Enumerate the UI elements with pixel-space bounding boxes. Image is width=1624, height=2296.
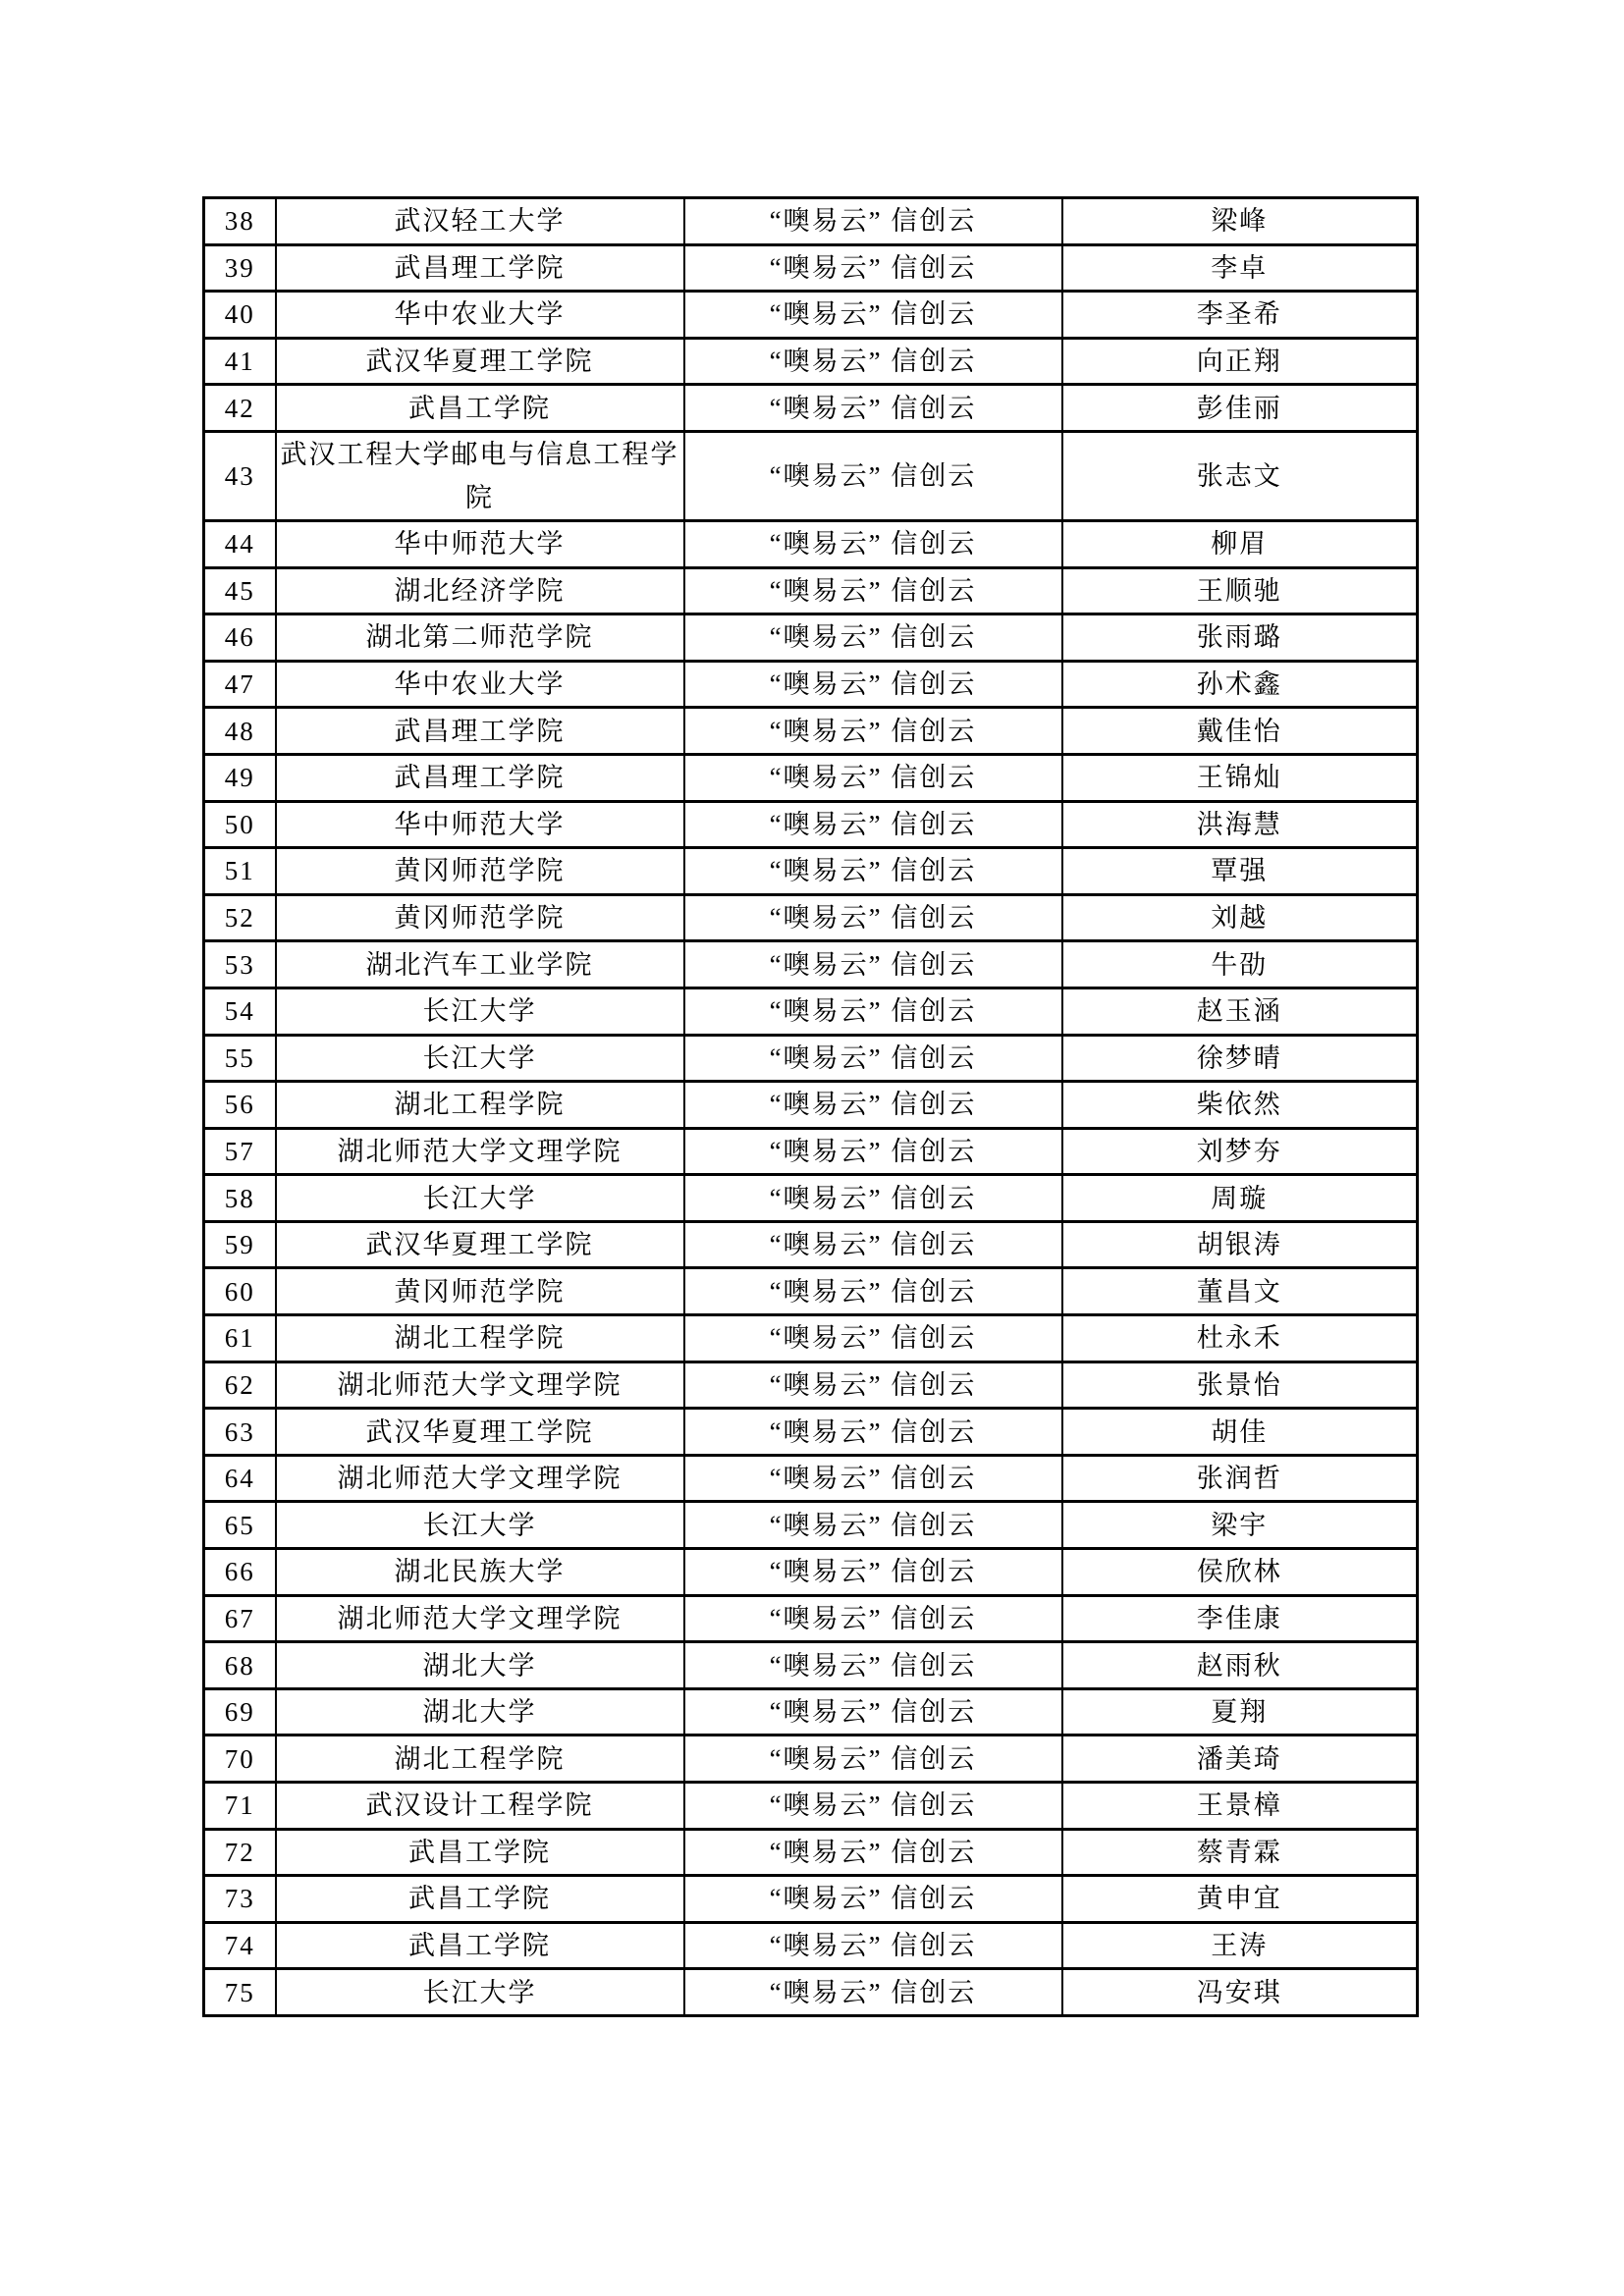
cell-school: 武汉工程大学邮电与信息工程学院 — [276, 431, 684, 520]
cell-number: 66 — [204, 1549, 276, 1596]
cell-platform: “噢易云” 信创云 — [684, 1502, 1062, 1549]
cell-name: 胡佳 — [1062, 1409, 1418, 1456]
cell-platform: “噢易云” 信创云 — [684, 1969, 1062, 2016]
cell-platform: “噢易云” 信创云 — [684, 1876, 1062, 1923]
cell-school: 武昌理工学院 — [276, 708, 684, 755]
cell-name: 王涛 — [1062, 1922, 1418, 1969]
cell-school: 武昌理工学院 — [276, 754, 684, 801]
cell-number: 40 — [204, 292, 276, 339]
cell-school: 湖北工程学院 — [276, 1735, 684, 1783]
cell-name: 赵玉涵 — [1062, 988, 1418, 1035]
cell-number: 59 — [204, 1221, 276, 1268]
cell-number: 55 — [204, 1035, 276, 1082]
cell-name: 王顺驰 — [1062, 567, 1418, 614]
cell-number: 61 — [204, 1315, 276, 1362]
table-row — [204, 1829, 1418, 1876]
table-row — [204, 1642, 1418, 1689]
cell-name: 王景樟 — [1062, 1783, 1418, 1830]
cell-number: 47 — [204, 661, 276, 708]
cell-platform: “噢易云” 信创云 — [684, 801, 1062, 848]
cell-number: 74 — [204, 1922, 276, 1969]
table-row — [204, 1595, 1418, 1642]
cell-name: 向正翔 — [1062, 338, 1418, 385]
table-row — [204, 614, 1418, 662]
cell-school: 湖北师范大学文理学院 — [276, 1128, 684, 1175]
cell-platform: “噢易云” 信创云 — [684, 1549, 1062, 1596]
cell-school: 武昌理工学院 — [276, 244, 684, 292]
cell-platform: “噢易云” 信创云 — [684, 1595, 1062, 1642]
cell-school: 湖北大学 — [276, 1688, 684, 1735]
cell-name: 张志文 — [1062, 431, 1418, 520]
cell-name: 胡银涛 — [1062, 1221, 1418, 1268]
cell-name: 杜永禾 — [1062, 1315, 1418, 1362]
cell-platform: “噢易云” 信创云 — [684, 244, 1062, 292]
table-row — [204, 1969, 1418, 2016]
table-row — [204, 1876, 1418, 1923]
table-row — [204, 894, 1418, 941]
cell-name: 李佳康 — [1062, 1595, 1418, 1642]
cell-name: 潘美琦 — [1062, 1735, 1418, 1783]
table-row — [204, 1362, 1418, 1409]
cell-name: 张雨璐 — [1062, 614, 1418, 662]
cell-number: 52 — [204, 894, 276, 941]
table-row — [204, 848, 1418, 895]
cell-number: 41 — [204, 338, 276, 385]
cell-school: 武汉轻工大学 — [276, 198, 684, 245]
cell-number: 54 — [204, 988, 276, 1035]
cell-name: 赵雨秋 — [1062, 1642, 1418, 1689]
table-row — [204, 520, 1418, 567]
cell-name: 彭佳丽 — [1062, 385, 1418, 432]
cell-name: 徐梦晴 — [1062, 1035, 1418, 1082]
cell-number: 62 — [204, 1362, 276, 1409]
table-row — [204, 1502, 1418, 1549]
cell-platform: “噢易云” 信创云 — [684, 988, 1062, 1035]
cell-name: 张润哲 — [1062, 1455, 1418, 1502]
cell-number: 67 — [204, 1595, 276, 1642]
table-row — [204, 708, 1418, 755]
cell-platform: “噢易云” 信创云 — [684, 1922, 1062, 1969]
cell-name: 戴佳怡 — [1062, 708, 1418, 755]
cell-platform: “噢易云” 信创云 — [684, 708, 1062, 755]
cell-platform: “噢易云” 信创云 — [684, 614, 1062, 662]
cell-platform: “噢易云” 信创云 — [684, 520, 1062, 567]
cell-school: 湖北经济学院 — [276, 567, 684, 614]
cell-name: 牛劭 — [1062, 941, 1418, 988]
cell-name: 洪海慧 — [1062, 801, 1418, 848]
cell-platform: “噢易云” 信创云 — [684, 941, 1062, 988]
cell-platform: “噢易云” 信创云 — [684, 894, 1062, 941]
cell-platform: “噢易云” 信创云 — [684, 198, 1062, 245]
cell-name: 李卓 — [1062, 244, 1418, 292]
table-row — [204, 1735, 1418, 1783]
cell-name: 柳眉 — [1062, 520, 1418, 567]
cell-number: 68 — [204, 1642, 276, 1689]
cell-platform: “噢易云” 信创云 — [684, 1642, 1062, 1689]
table-row — [204, 754, 1418, 801]
cell-number: 58 — [204, 1175, 276, 1222]
table-row — [204, 198, 1418, 245]
cell-platform: “噢易云” 信创云 — [684, 1082, 1062, 1129]
cell-school: 黄冈师范学院 — [276, 848, 684, 895]
table-row — [204, 1409, 1418, 1456]
table-row — [204, 1455, 1418, 1502]
table-row — [204, 1221, 1418, 1268]
cell-school: 武汉华夏理工学院 — [276, 1221, 684, 1268]
cell-platform: “噢易云” 信创云 — [684, 1175, 1062, 1222]
cell-number: 65 — [204, 1502, 276, 1549]
cell-name: 侯欣林 — [1062, 1549, 1418, 1596]
cell-platform: “噢易云” 信创云 — [684, 754, 1062, 801]
cell-name: 刘梦夯 — [1062, 1128, 1418, 1175]
cell-number: 75 — [204, 1969, 276, 2016]
table-row — [204, 244, 1418, 292]
cell-school: 长江大学 — [276, 1175, 684, 1222]
table-row — [204, 431, 1418, 520]
cell-school: 长江大学 — [276, 1969, 684, 2016]
cell-school: 黄冈师范学院 — [276, 1268, 684, 1315]
table-row — [204, 1922, 1418, 1969]
cell-school: 华中农业大学 — [276, 292, 684, 339]
table-row — [204, 1783, 1418, 1830]
cell-school: 华中师范大学 — [276, 520, 684, 567]
cell-school: 华中农业大学 — [276, 661, 684, 708]
cell-school: 湖北工程学院 — [276, 1315, 684, 1362]
cell-school: 湖北第二师范学院 — [276, 614, 684, 662]
cell-platform: “噢易云” 信创云 — [684, 1409, 1062, 1456]
cell-platform: “噢易云” 信创云 — [684, 661, 1062, 708]
cell-number: 43 — [204, 431, 276, 520]
cell-school: 黄冈师范学院 — [276, 894, 684, 941]
cell-name: 刘越 — [1062, 894, 1418, 941]
cell-platform: “噢易云” 信创云 — [684, 567, 1062, 614]
cell-number: 50 — [204, 801, 276, 848]
cell-platform: “噢易云” 信创云 — [684, 1829, 1062, 1876]
table-row — [204, 1175, 1418, 1222]
cell-school: 湖北民族大学 — [276, 1549, 684, 1596]
cell-name: 张景怡 — [1062, 1362, 1418, 1409]
roster-table — [202, 196, 1419, 2017]
cell-name: 梁宇 — [1062, 1502, 1418, 1549]
table-row — [204, 801, 1418, 848]
cell-school: 华中师范大学 — [276, 801, 684, 848]
table-row — [204, 567, 1418, 614]
cell-platform: “噢易云” 信创云 — [684, 1735, 1062, 1783]
cell-name: 董昌文 — [1062, 1268, 1418, 1315]
cell-name: 蔡青霖 — [1062, 1829, 1418, 1876]
cell-number: 69 — [204, 1688, 276, 1735]
cell-name: 覃强 — [1062, 848, 1418, 895]
cell-name: 柴依然 — [1062, 1082, 1418, 1129]
cell-name: 王锦灿 — [1062, 754, 1418, 801]
cell-name: 梁峰 — [1062, 198, 1418, 245]
cell-platform: “噢易云” 信创云 — [684, 1035, 1062, 1082]
cell-number: 70 — [204, 1735, 276, 1783]
cell-platform: “噢易云” 信创云 — [684, 431, 1062, 520]
cell-platform: “噢易云” 信创云 — [684, 1128, 1062, 1175]
cell-name: 黄申宜 — [1062, 1876, 1418, 1923]
cell-number: 64 — [204, 1455, 276, 1502]
cell-name: 冯安琪 — [1062, 1969, 1418, 2016]
table-row — [204, 941, 1418, 988]
cell-platform: “噢易云” 信创云 — [684, 385, 1062, 432]
cell-platform: “噢易云” 信创云 — [684, 292, 1062, 339]
cell-number: 53 — [204, 941, 276, 988]
cell-number: 56 — [204, 1082, 276, 1129]
cell-platform: “噢易云” 信创云 — [684, 1783, 1062, 1830]
cell-school: 湖北师范大学文理学院 — [276, 1362, 684, 1409]
table-row — [204, 1128, 1418, 1175]
cell-number: 48 — [204, 708, 276, 755]
cell-number: 42 — [204, 385, 276, 432]
cell-school: 武昌工学院 — [276, 1922, 684, 1969]
cell-name: 李圣希 — [1062, 292, 1418, 339]
cell-school: 武汉设计工程学院 — [276, 1783, 684, 1830]
table-row — [204, 661, 1418, 708]
cell-platform: “噢易云” 信创云 — [684, 1688, 1062, 1735]
cell-platform: “噢易云” 信创云 — [684, 338, 1062, 385]
cell-name: 夏翔 — [1062, 1688, 1418, 1735]
cell-platform: “噢易云” 信创云 — [684, 1221, 1062, 1268]
cell-number: 63 — [204, 1409, 276, 1456]
table-row — [204, 1549, 1418, 1596]
table-row — [204, 1268, 1418, 1315]
cell-school: 武汉华夏理工学院 — [276, 338, 684, 385]
cell-school: 湖北师范大学文理学院 — [276, 1595, 684, 1642]
cell-number: 57 — [204, 1128, 276, 1175]
cell-name: 周璇 — [1062, 1175, 1418, 1222]
table-row — [204, 1688, 1418, 1735]
cell-school: 长江大学 — [276, 1502, 684, 1549]
cell-school: 武汉华夏理工学院 — [276, 1409, 684, 1456]
cell-school: 武昌工学院 — [276, 385, 684, 432]
cell-platform: “噢易云” 信创云 — [684, 1362, 1062, 1409]
cell-school: 湖北师范大学文理学院 — [276, 1455, 684, 1502]
table-row — [204, 338, 1418, 385]
cell-school: 湖北工程学院 — [276, 1082, 684, 1129]
cell-number: 72 — [204, 1829, 276, 1876]
cell-name: 孙术鑫 — [1062, 661, 1418, 708]
table-row — [204, 1082, 1418, 1129]
cell-number: 73 — [204, 1876, 276, 1923]
cell-platform: “噢易云” 信创云 — [684, 1315, 1062, 1362]
table-body — [204, 198, 1418, 2016]
cell-school: 长江大学 — [276, 1035, 684, 1082]
cell-school: 长江大学 — [276, 988, 684, 1035]
cell-number: 38 — [204, 198, 276, 245]
cell-number: 46 — [204, 614, 276, 662]
cell-platform: “噢易云” 信创云 — [684, 848, 1062, 895]
table-row — [204, 988, 1418, 1035]
cell-number: 71 — [204, 1783, 276, 1830]
table-row — [204, 1315, 1418, 1362]
cell-number: 51 — [204, 848, 276, 895]
table-row — [204, 292, 1418, 339]
cell-number: 45 — [204, 567, 276, 614]
table-row — [204, 1035, 1418, 1082]
cell-number: 44 — [204, 520, 276, 567]
cell-school: 湖北汽车工业学院 — [276, 941, 684, 988]
cell-number: 39 — [204, 244, 276, 292]
cell-platform: “噢易云” 信创云 — [684, 1455, 1062, 1502]
cell-number: 49 — [204, 754, 276, 801]
cell-school: 武昌工学院 — [276, 1876, 684, 1923]
table-row — [204, 385, 1418, 432]
cell-platform: “噢易云” 信创云 — [684, 1268, 1062, 1315]
cell-number: 60 — [204, 1268, 276, 1315]
cell-school: 湖北大学 — [276, 1642, 684, 1689]
cell-school: 武昌工学院 — [276, 1829, 684, 1876]
